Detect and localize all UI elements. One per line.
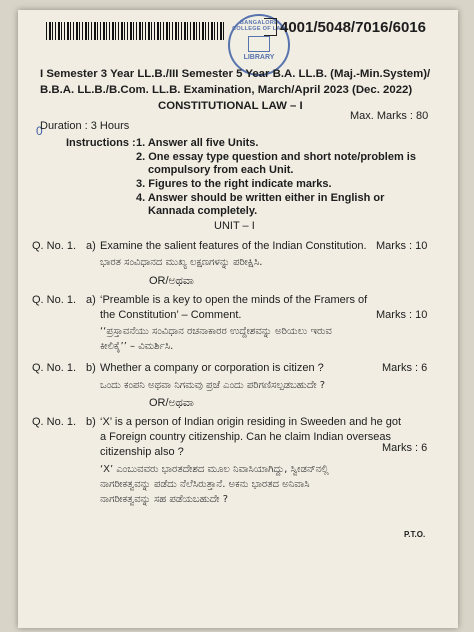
question-kannada: ಭಾರತ ಸಂವಿಧಾನದ ಮುಖ್ಯ ಲಕ್ಷಣಗಳನ್ನು ಪರೀಕ್ಷಿಸಿ. [100,257,263,268]
question-number: Q. No. 1. [32,240,77,252]
question-marks: Marks : 6 [382,442,428,454]
question-marks: Marks : 10 [376,240,428,252]
exam-paper-page [18,10,458,628]
question-part: a) [86,294,96,306]
instruction-item: Kannada completely. [148,205,258,217]
question-kannada: ಕೀಲಿಕೈ’’ – ವಿಮರ್ಶಿಸಿ. [100,341,174,352]
question-part: a) [86,240,96,252]
or-divider: OR/ಅಥವಾ [149,397,194,409]
question-text: Whether a company or corporation is citizen ? [100,362,324,374]
subject-title: CONSTITUTIONAL LAW – I [158,100,303,112]
question-marks: Marks : 10 [376,309,428,321]
question-kannada: ನಾಗರೀಕತ್ವವನ್ನು ಸಹ ಪಡೆಯಬಹುದೇ ? [100,494,229,505]
question-text: Examine the salient features of the Indian Constitution. [100,240,367,252]
header-line-1: I Semester 3 Year LL.B./III Semester 5 Year B.A. LL.B. (Maj.-Min.System)/ [40,68,431,80]
question-number: Q. No. 1. [32,362,77,374]
question-text: ‘Preamble is a key to open the minds of the Framers of [100,294,368,306]
instruction-item: 4. Answer should be written either in English or [136,192,385,204]
question-part: b) [86,416,96,428]
instruction-item: 1. Answer all five Units. [136,137,259,149]
header-line-2: B.B.A. LL.B./B.Com. LL.B. Examination, March/April 2023 (Dec. 2022) [40,84,413,96]
max-marks: Max. Marks : 80 [350,110,429,122]
paper-code: 4001/5048/7016/6016 [280,19,426,36]
or-divider: OR/ಅಥವಾ [149,275,194,287]
pto-label: P.T.O. [404,530,426,539]
question-text: a Foreign country citizenship. Can he claim Indian overseas [100,431,392,443]
instruction-item: 2. One essay type question and short note/problem is [136,151,416,163]
question-marks: Marks : 6 [382,362,428,374]
duration: Duration : 3 Hours [40,120,130,132]
handwritten-mark: 0 [36,124,43,138]
question-kannada: ‘‘ಪ್ರಸ್ತಾವನೆಯು ಸಂವಿಧಾನ ರಚನಾಕಾರರ ಉದ್ದೇಶವನ್ನು ಅರಿಯಲು ಇರುವ [100,326,332,337]
code-bracket [264,18,277,36]
question-text: citizenship also ? [100,446,184,458]
question-number: Q. No. 1. [32,416,77,428]
question-kannada: ‘X’ ಎಂಬುವವರು ಭಾರತದೇಶದ ಮೂಲ ನಿವಾಸಿಯಾಗಿದ್ದು, ಸ್ವೀಡನ್‌ನಲ್ಲಿ [100,464,329,475]
seal-ring-text: BANGALORE COLLEGE OF LAW [232,20,286,32]
question-number: Q. No. 1. [32,294,77,306]
question-kannada: ಒಂದು ಕಂಪನಿ ಅಥವಾ ನಿಗಮವು ಪ್ರಜೆ ಎಂದು ಪರಿಗಣಿಸಲ್ಪಡಬಹುದೇ ? [100,380,326,391]
question-part: b) [86,362,96,374]
instruction-item: compulsory from each Unit. [148,164,294,176]
question-text: ‘X’ is a person of Indian origin residing in Sweeden and he got [100,416,402,428]
question-text: the Constitution’ – Comment. [100,309,242,321]
book-icon [248,36,270,52]
unit-title: UNIT – I [214,220,255,232]
question-kannada: ನಾಗರೀಕತ್ವವನ್ನು ಪಡೆದು ನೆಲೆಸಿರುತ್ತಾನೆ. ಅಕನು ಭಾರತದ ಅನಿವಾಸಿ [100,479,310,490]
instruction-item: 3. Figures to the right indicate marks. [136,178,332,190]
instructions-label: Instructions : [66,137,136,149]
barcode [46,22,224,40]
seal-label: LIBRARY [243,53,275,61]
